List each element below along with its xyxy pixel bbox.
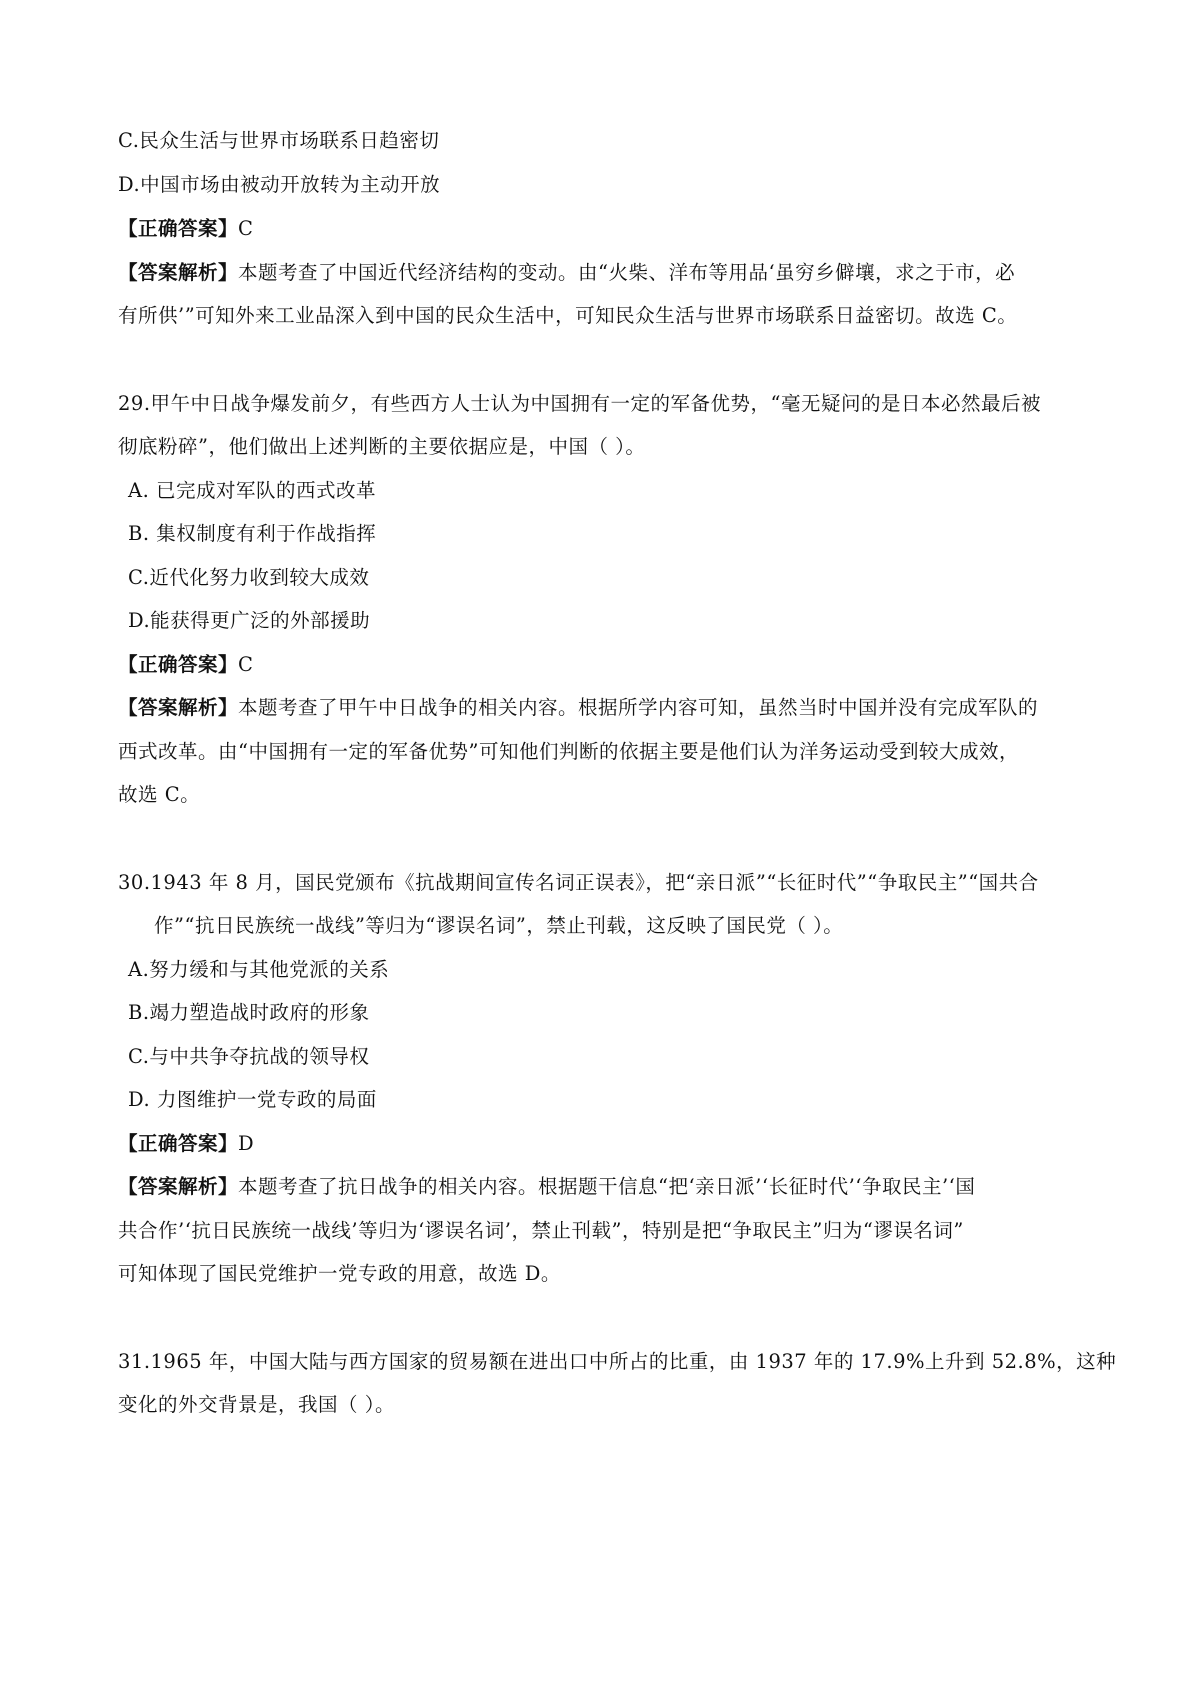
question-30-stem: 作”“抗日民族统一战线”等归为“谬误名词”，禁止刊载，这反映了国民党（ ）。 — [154, 914, 844, 937]
answer-value: C — [238, 653, 254, 676]
option-a: A. 已完成对军队的西式改革 — [128, 479, 376, 502]
option-c: C.与中共争夺抗战的领导权 — [128, 1045, 370, 1068]
option-c: C.民众生活与世界市场联系日趋密切 — [118, 129, 440, 152]
option-b: B.竭力塑造战时政府的形象 — [128, 1001, 370, 1024]
answer-line — [118, 216, 253, 242]
option-d: D. 力图维护一党专政的局面 — [128, 1088, 377, 1111]
answer-label: 【正确答案】 — [118, 1132, 239, 1155]
option-a: A.努力缓和与其他党派的关系 — [128, 958, 390, 981]
question-31-stem: 31.1965 年，中国大陆与西方国家的贸易额在进出口中所占的比重，由 1937 年的 17.9%上升到 52.8%，这种 — [118, 1350, 1117, 1373]
question-29-stem: 彻底粉碎”，他们做出上述判断的主要依据应是，中国（ ）。 — [118, 435, 646, 458]
analysis-text: 本题考查了中国近代经济结构的变动。由“火柴、洋布等用品‘虽穷乡僻壤，求之于市，必 — [238, 261, 1016, 284]
analysis-text: 有所供’”可知外来工业品深入到中国的民众生活中，可知民众生活与世界市场联系日益密切。故选 C。 — [118, 304, 1018, 327]
analysis-label: 【答案解析】 — [118, 261, 239, 284]
answer-value: C — [238, 217, 254, 240]
analysis-text: 本题考查了甲午中日战争的相关内容。根据所学内容可知，虽然当时中国并没有完成军队的 — [238, 696, 1039, 719]
answer-value: D — [238, 1132, 255, 1155]
answer-line — [118, 1131, 254, 1157]
analysis-line — [118, 260, 1015, 286]
analysis-text: 西式改革。由“中国拥有一定的军备优势”可知他们判断的依据主要是他们认为洋务运动受到较大成效， — [118, 740, 1019, 763]
analysis-text: 故选 C。 — [118, 783, 201, 806]
analysis-label: 【答案解析】 — [118, 696, 239, 719]
analysis-line — [118, 695, 1038, 721]
analysis-text: 本题考查了抗日战争的相关内容。根据题干信息“把‘亲日派’‘长征时代’‘争取民主’‘国 — [238, 1175, 976, 1198]
option-d: D.中国市场由被动开放转为主动开放 — [118, 173, 441, 196]
analysis-text: 可知体现了国民党维护一党专政的用意，故选 D。 — [118, 1262, 561, 1285]
analysis-line — [118, 1174, 975, 1200]
answer-line — [118, 652, 253, 678]
answer-label: 【正确答案】 — [118, 653, 239, 676]
option-b: B. 集权制度有利于作战指挥 — [128, 522, 377, 545]
analysis-label: 【答案解析】 — [118, 1175, 239, 1198]
option-c: C.近代化努力收到较大成效 — [128, 566, 370, 589]
option-d: D.能获得更广泛的外部援助 — [128, 609, 371, 632]
analysis-text: 共合作’‘抗日民族统一战线’等归为‘谬误名词’，禁止刊载”，特别是把“争取民主”归为“谬误名词” — [118, 1219, 964, 1242]
question-31-stem: 变化的外交背景是，我国（ ）。 — [118, 1393, 395, 1416]
answer-label: 【正确答案】 — [118, 217, 239, 240]
question-30-stem: 30.1943 年 8 月，国民党颁布《抗战期间宣传名词正误表》，把“亲日派”“长征时代”“争取民主”“国共合 — [118, 871, 1039, 894]
question-29-stem: 29.甲午中日战争爆发前夕，有些西方人士认为中国拥有一定的军备优势，“毫无疑问的是日本必然最后被 — [118, 392, 1041, 415]
